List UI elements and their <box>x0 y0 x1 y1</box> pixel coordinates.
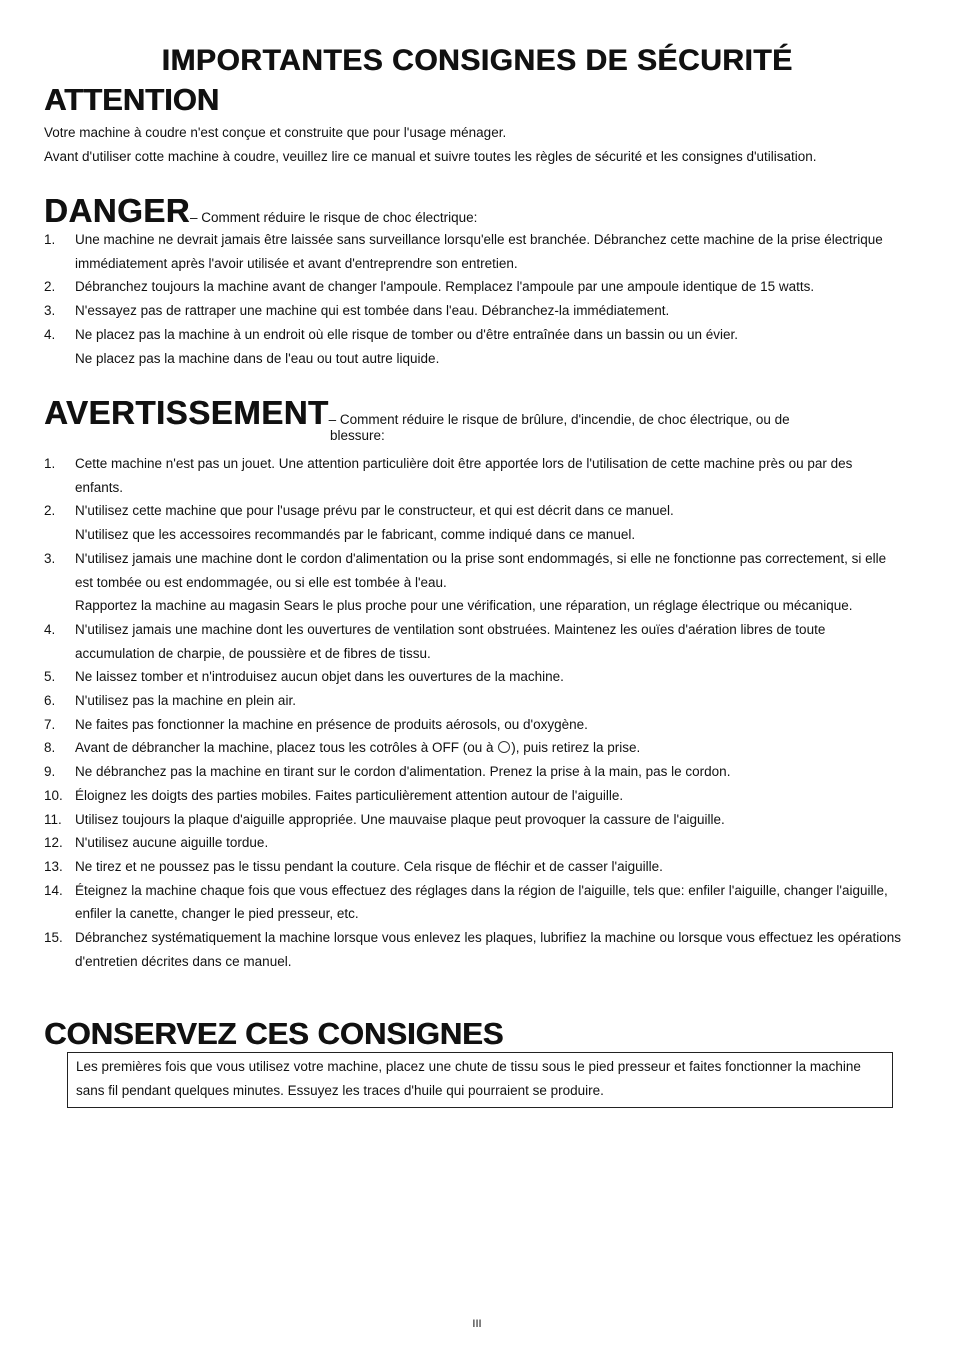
item-text: Débranchez systématiquement la machine lorsque vous enlevez les plaques, lubrifiez la machine ou lorsque vous effectuez les opérations d'entretien décrites dans ce manuel. <box>75 930 901 969</box>
item-text: N'utilisez que les accessoires recommandés par le fabricant, comme indiqué dans ce manuel. <box>75 527 636 543</box>
item-number: 8. <box>44 740 56 756</box>
item-number: 1. <box>44 232 56 247</box>
item-text-start: Avant de débrancher la machine, placez tous les cotrôles à OFF (ou à <box>75 740 498 756</box>
list-item <box>44 323 904 370</box>
item-number: 6. <box>44 693 56 709</box>
item-text: N'utilisez aucune aiguille tordue. <box>75 835 269 851</box>
item-text: N'essayez pas de rattraper une machine qui est tombée dans l'eau. Débranchez-la immédiatement. <box>75 303 670 319</box>
item-number: 15. <box>44 930 63 946</box>
list-item <box>44 855 904 879</box>
attention-text <box>44 121 924 168</box>
item-number: 4. <box>44 621 56 637</box>
list-item <box>44 808 904 832</box>
avertissement-subtitle-cont: blessure: <box>330 428 385 443</box>
item-number: 7. <box>44 716 56 732</box>
item-text: N'utilisez cette machine que pour l'usage prévu par le constructeur, et qui est décrit dans ce manuel. <box>75 503 674 519</box>
list-item <box>44 618 904 665</box>
item-number: 9. <box>44 764 56 780</box>
attention-line: Avant d'utiliser cotte machine à coudre, veuillez lire ce manual et suivre toutes les règles de sécurité et les consignes d'utilisation. <box>44 148 817 164</box>
avertissement-header <box>44 394 790 432</box>
item-text: Éteignez la machine chaque fois que vous effectuez des réglages dans la région de l'aiguille, tels que: enfiler l'aiguille, changer l'aiguille, enfiler la canette, changer le pied presseur, etc. <box>75 882 888 922</box>
item-text: Utilisez toujours la plaque d'aiguille appropriée. Une mauvaise plaque peut provoquer la cassure de l'aiguille. <box>75 811 725 827</box>
item-number: 2. <box>44 279 56 295</box>
list-item <box>44 736 904 760</box>
list-item <box>44 760 904 784</box>
item-text: N'utilisez pas la machine en plein air. <box>75 693 296 709</box>
list-item <box>44 689 904 713</box>
page-title: IMPORTANTES CONSIGNES DE SÉCURITÉ <box>161 44 793 77</box>
item-number: 13. <box>44 858 63 874</box>
item-number: 5. <box>44 669 56 685</box>
item-number: 11. <box>44 811 62 827</box>
page-number: III <box>472 1318 482 1330</box>
item-text <box>75 736 904 760</box>
item-text: Ne débranchez pas la machine en tirant sur le cordon d'alimentation. Prenez la prise à la main, pas le cordon. <box>75 764 731 780</box>
item-text: N'utilisez jamais une machine dont les ouvertures de ventilation sont obstruées. Maintenez les ouïes d'aération libres de toute accumulation de charpie, de poussière et de fibres de tissu. <box>75 621 826 661</box>
item-text: Ne faites pas fonctionner la machine en présence de produits aérosols, ou d'oxygène. <box>75 716 588 732</box>
list-item <box>44 713 904 737</box>
item-text: Débranchez toujours la machine avant de changer l'ampoule. Remplacez l'ampoule par une ampoule identique de 15 watts. <box>75 279 815 295</box>
attention-heading: ATTENTION <box>44 82 220 117</box>
list-item <box>44 275 904 299</box>
list-item <box>44 665 904 689</box>
danger-list <box>44 228 904 370</box>
item-text: N'utilisez jamais une machine dont le cordon d'alimentation ou la prise sont endommagés, si elle ne fonctionne pas correctement, si elle est tombée ou est endommagée, ou si elle est tombée à l'eau. <box>75 550 887 590</box>
avertissement-list <box>44 452 904 973</box>
item-number: 2. <box>44 503 56 519</box>
danger-subtitle: – Comment réduire le risque de choc électrique: <box>190 210 478 225</box>
attention-line: Votre machine à coudre n'est conçue et construite que pour l'usage ménager. <box>44 125 507 140</box>
item-number: 3. <box>44 303 56 319</box>
circle-icon <box>498 741 510 753</box>
list-item <box>44 547 904 618</box>
danger-header <box>44 192 477 230</box>
item-number: 14. <box>44 882 63 898</box>
item-text-end: ), puis retirez la prise. <box>511 740 641 756</box>
item-text: Ne placez pas la machine dans de l'eau ou tout autre liquide. <box>75 350 440 366</box>
list-item <box>44 879 904 926</box>
item-text: Cette machine n'est pas un jouet. Une attention particulière doit être apportée lors de l'utilisation de cette machine près ou par des enfants. <box>75 456 853 495</box>
item-number: 12. <box>44 835 63 851</box>
item-text: Ne laissez tomber et n'introduisez aucun objet dans les ouvertures de la machine. <box>75 669 564 685</box>
list-item <box>44 228 904 275</box>
conserve-heading: CONSERVEZ CES CONSIGNES <box>44 1016 504 1051</box>
item-text: Ne tirez et ne poussez pas le tissu pendant la couture. Cela risque de fléchir et de casser l'aiguille. <box>75 858 663 874</box>
list-item <box>44 499 904 546</box>
item-number: 10. <box>44 787 63 803</box>
list-item <box>44 299 904 323</box>
item-text: Éloignez les doigts des parties mobiles. Faites particulièrement attention autour de l'aiguille. <box>75 787 624 803</box>
notice-box: Les premières fois que vous utilisez votre machine, placez une chute de tissu sous le pied presseur et faites fonctionner la machine sans fil pendant quelques minutes. Essuyez les traces d'huile qui pourraient se produire. <box>67 1052 893 1108</box>
item-number: 1. <box>44 456 56 471</box>
item-text: Ne placez pas la machine à un endroit où elle risque de tomber ou d'être entraînée dans un bassin ou un évier. <box>75 326 739 342</box>
list-item <box>44 831 904 855</box>
item-number: 4. <box>44 326 56 342</box>
avertissement-heading: AVERTISSEMENT <box>44 394 329 431</box>
list-item <box>44 926 904 973</box>
item-text: Rapportez la machine au magasin Sears le plus proche pour une vérification, une réparation, un réglage électrique ou mécanique. <box>75 598 853 614</box>
list-item <box>44 784 904 808</box>
danger-heading: DANGER <box>44 192 191 229</box>
item-text: Une machine ne devrait jamais être laissée sans surveillance lorsqu'elle est branchée. Débranchez cette machine de la prise électrique immédiatement après l'avoir utilisée et avant d'entreprendre son entretien. <box>75 232 883 271</box>
avertissement-subtitle: – Comment réduire le risque de brûlure, d'incendie, de choc électrique, ou de <box>328 412 790 427</box>
item-number: 3. <box>44 550 56 566</box>
list-item <box>44 452 904 499</box>
